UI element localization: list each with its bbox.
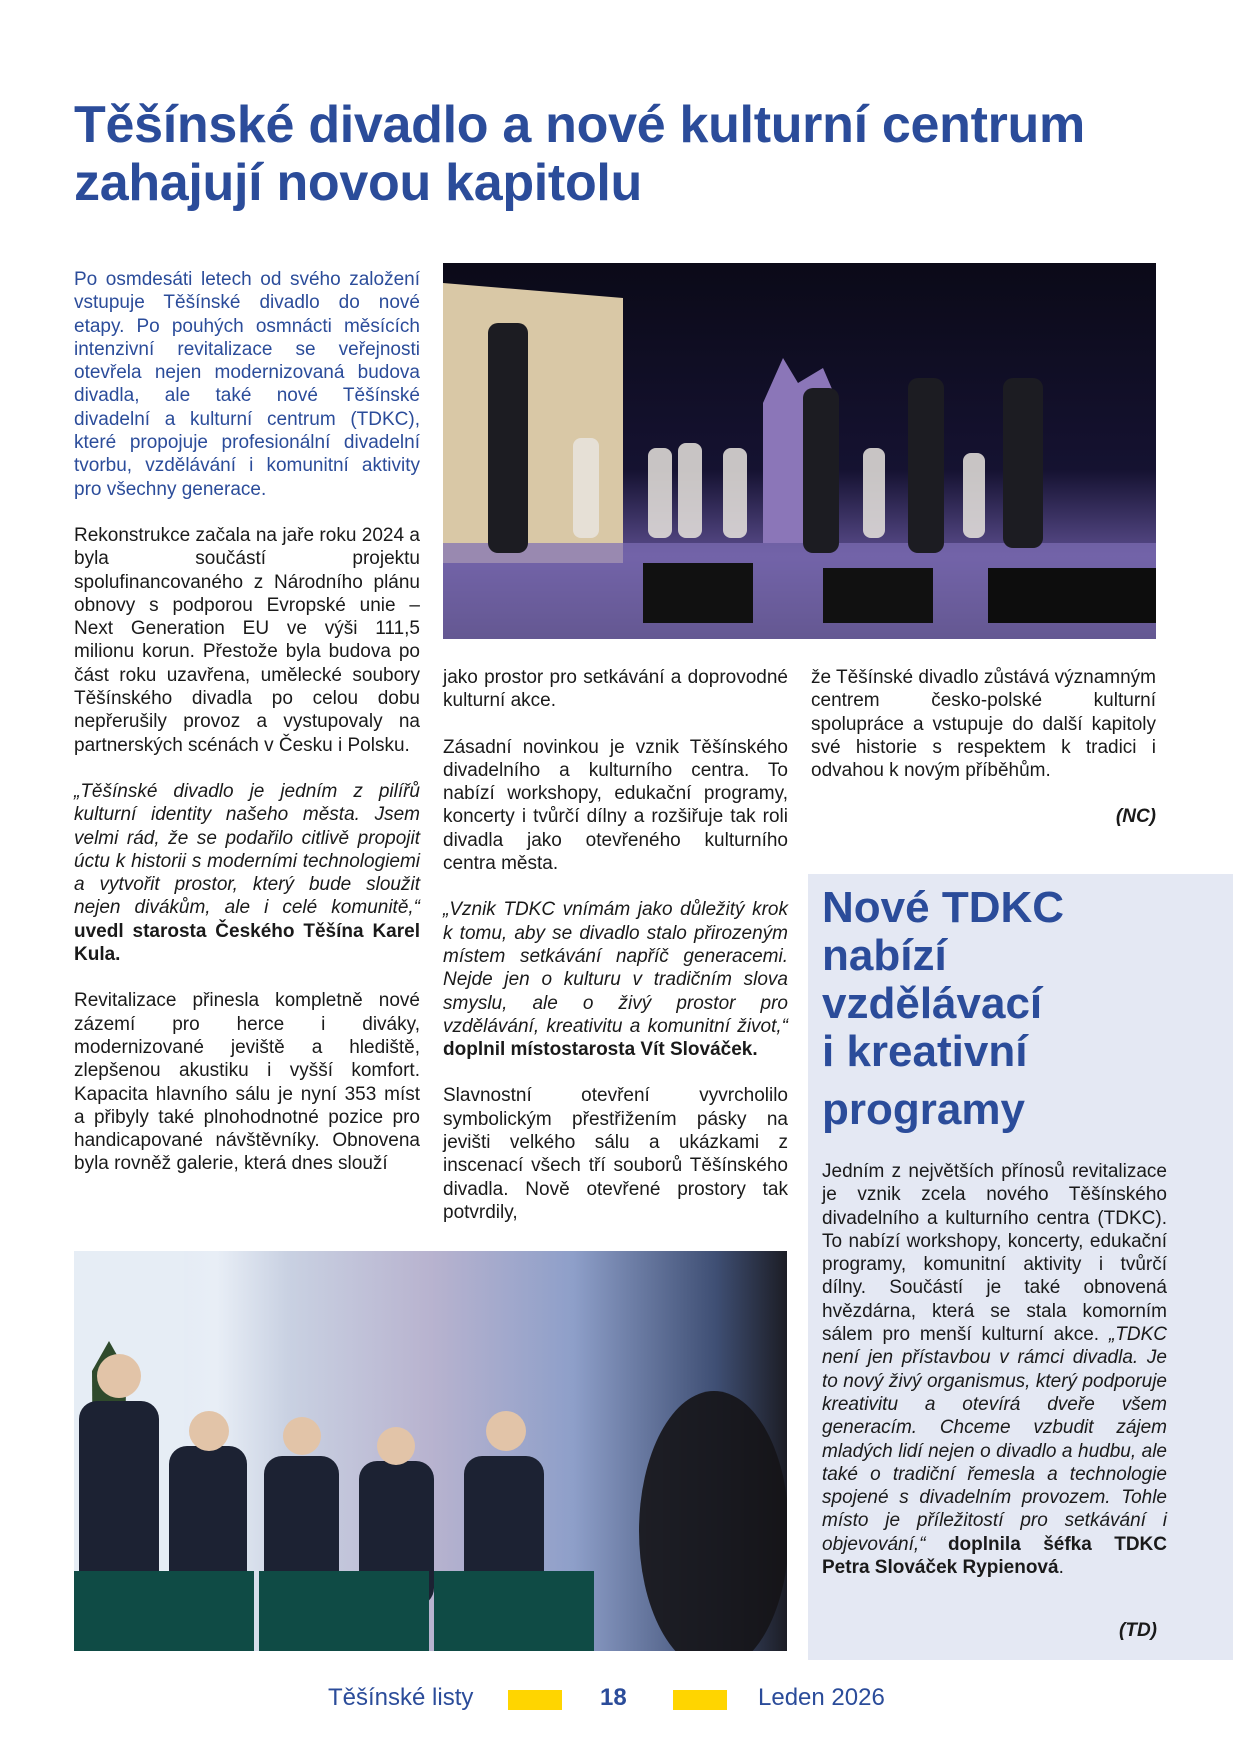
- quote-attribution: uvedl starosta Českého Těšína Karel Kula.: [74, 920, 420, 966]
- page-number: 18: [600, 1684, 627, 1711]
- sidebar-box: [808, 874, 1233, 1660]
- press-photo-illustration: [74, 1251, 787, 1651]
- footer-yellow-bar: [673, 1690, 727, 1710]
- theatre-stage-photo: [443, 263, 1156, 639]
- page-footer: [0, 1680, 1241, 1716]
- quote-attribution: doplnil místostarosta Vít Slováček.: [443, 1039, 758, 1061]
- press-conference-photo: [74, 1251, 787, 1651]
- tables: [74, 1571, 594, 1651]
- article-quote: [443, 898, 788, 1061]
- sidebar-quote: „TDKC není jen přístavbou v rámci divadla. Je to nový živý organismus, který podporuje kreativitu a otevírá dveře všem generacím. Chceme vzbudit zájem mladých lidí nejen o divadlo a hudbu, ale také o tradiční řemesla a technologie spojené s divadelním provozem. Tohle místo je příležitostí pro setkávání i objevování,“: [822, 1324, 1167, 1555]
- blurred-camera: [639, 1391, 787, 1651]
- sidebar-quote-attribution: doplnila šéfka TDKC Petra Slováček Rypienová: [822, 1533, 1167, 1579]
- quote-text: „Vznik TDKC vnímám jako důležitý krok k tomu, aby se divadlo stalo přirozeným místem setkávání napříč generacemi. Nejde jen o kulturu v tradičním slova smyslu, ale o živý prostor pro vzdělávání, kreativitu a komunitní život,“: [443, 899, 788, 1037]
- article-paragraph: Zásadní novinkou je vznik Těšínského divadelního a kulturního centra. To nabízí workshopy, edukační programy, koncerty i tvůrčí dílny a rozšiřuje tak roli divadla jako otevřeného kulturního centra města.: [443, 736, 788, 875]
- article-paragraph: Revitalizace přinesla kompletně nové zázemí pro herce i diváky, modernizované jeviště a hlediště, zlepšenou akustiku i vyšší komfort. Kapacita hlavního sálu je nyní 353 míst a přibyly také plnohodnotné pozice pro handicapované návštěvníky. Obnovena byla rovněž galerie, která dnes slouží: [74, 990, 420, 1175]
- sidebar-text: [822, 1160, 1167, 1579]
- article-column-3: [811, 666, 1156, 829]
- article-paragraph: Rekonstrukce začala na jaře roku 2024 a byla součástí projektu spolufinancovaného z Národního plánu obnovy s podporou Evropské unie – Next Generation EU ve výši 111,5 milionu korun. Přestože byla budova po část roku uzavřena, umělecké soubory Těšínského divadla po celou dobu nepřerušily provoz a vystupovaly na partnerských scénách v Česku i Polsku.: [74, 524, 420, 756]
- stage-monitor: [643, 563, 753, 623]
- footer-yellow-bar: [508, 1690, 562, 1710]
- article-quote: [74, 780, 420, 966]
- stage-photo-illustration: [443, 263, 1156, 639]
- sidebar-paragraph: Jedním z největších přínosů revitalizace je vznik zcela nového Těšínského divadelního a kulturního centra (TDKC). To nabízí workshopy, koncerty, edukační programy, komunitní aktivity i tvůrčí dílny. Součástí je také obnovená hvězdárna, která se stala komorním sálem pro menší kulturní akce.: [822, 1161, 1167, 1346]
- article-paragraph: jako prostor pro setkávání a doprovodné kulturní akce.: [443, 667, 788, 712]
- article-lead: Po osmdesáti letech od svého založení vstupuje Těšínské divadlo do nové etapy. Po pouhých osmnácti měsících intenzivní revitalizace se veřejnosti otevřela nejen modernizovaná budova divadla, ale také nové Těšínské divadelní a kulturní centrum (TDKC), které propojuje profesionální divadelní tvorbu, vzdělávání i komunitní aktivity pro všechny generace.: [74, 269, 420, 500]
- article-signature: (NC): [1115, 806, 1156, 828]
- sidebar-period: .: [1058, 1557, 1064, 1579]
- sidebar-heading: [822, 884, 1222, 1134]
- sidebar-heading-line: nabízí: [822, 931, 947, 980]
- publication-name: Těšínské listy: [328, 1684, 474, 1711]
- article-paragraph: Slavnostní otevření vyvrcholilo symbolickým přestřižením pásky na jevišti velkého sálu a ukázkami z inscenací všech tří souborů Těšínského divadla. Nově otevřené prostory tak potvrdily,: [443, 1085, 788, 1223]
- sidebar-heading-line: i kreativní: [822, 1027, 1028, 1076]
- article-column-2: [443, 666, 788, 1247]
- article-column-1: [74, 268, 420, 1199]
- article-title: Těšínské divadlo a nové kulturní centrum zahajují novou kapitolu: [74, 96, 1085, 212]
- quote-text: „Těšínské divadlo je jedním z pilířů kulturní identity našeho města. Jsem velmi rád, že se podařilo citlivě propojit úctu k historii s moderními technologiemi a vytvořit prostor, který bude sloužit nejen divákům, ale i celé komunitě,“: [74, 780, 420, 919]
- issue-date: Leden 2026: [758, 1684, 885, 1711]
- article-paragraph: že Těšínské divadlo zůstává významným centrem česko-polské kulturní spolupráce a vstupuje do další kapitoly své historie s respektem k tradici i odvahou k novým příběhům.: [811, 667, 1156, 782]
- stage-monitor: [988, 568, 1156, 623]
- sidebar-heading-line: vzdělávací: [822, 979, 1043, 1028]
- sidebar-heading-line: Nové TDKC: [822, 883, 1065, 932]
- sidebar-heading-line: programy: [822, 1085, 1025, 1134]
- stage-monitor: [823, 568, 933, 623]
- sidebar-signature: (TD): [1119, 1620, 1157, 1641]
